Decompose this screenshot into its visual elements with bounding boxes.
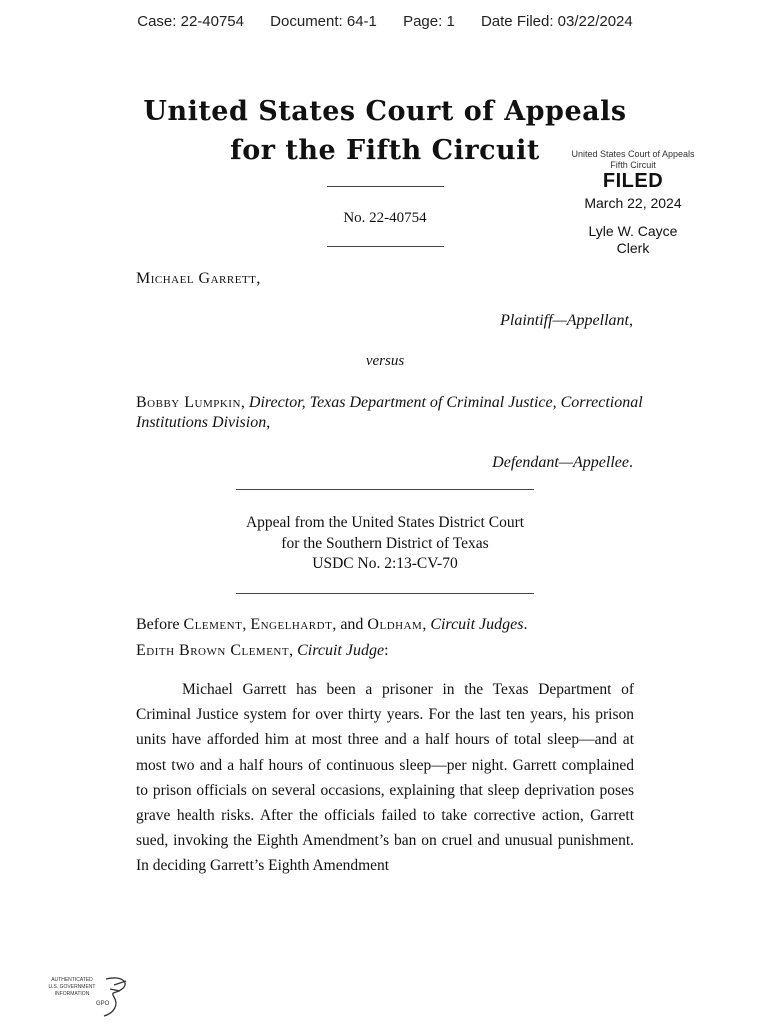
divider — [327, 186, 444, 187]
defendant-role: Defendant—Appellee. — [492, 454, 633, 471]
stamp-date: March 22, 2024 — [584, 195, 682, 211]
gpo-authentication-seal — [44, 975, 134, 1019]
panel-line: Before Clement, Engelhardt, and Oldham, Circuit Judges. — [136, 616, 528, 633]
court-title: United States Court of Appeals — [143, 96, 627, 127]
judge-name: Oldham — [367, 616, 423, 633]
judge-name: Clement — [183, 616, 243, 633]
divider — [327, 246, 444, 247]
page-header — [0, 13, 770, 30]
stamp-clerk-title: Clerk — [616, 240, 650, 256]
opinion-paragraph: Michael Garrett has been a prisoner in the Texas Department of Criminal Justice system for over thirty years. For the last ten years, his prison units have afforded him at most three and a half hours of total sleep—and at most two and a half hours of continuous sleep—per night. Garrett complained to prison officials on several occasions, explaining that sleep deprivation poses grave health risks. After the officials failed to take corrective action, Garrett sued, invoking the Eighth Amendment’s ban on cruel and unusual punishment. In deciding Garrett’s Eighth Amendment — [136, 681, 634, 875]
author-line: Edith Brown Clement, Circuit Judge: — [136, 642, 389, 659]
appeal-line3: USDC No. 2:13-CV-70 — [312, 555, 458, 572]
court-subtitle: for the Fifth Circuit — [230, 135, 540, 166]
divider — [236, 489, 534, 490]
seal-text-3: INFORMATION — [54, 991, 90, 997]
eagle-icon — [44, 975, 134, 1019]
versus-label: versus — [365, 353, 405, 369]
author-name: Edith Brown Clement — [136, 642, 290, 659]
opinion-body — [136, 677, 634, 879]
seal-text-2: U.S. GOVERNMENT — [48, 984, 96, 990]
date-filed: Date Filed: 03/22/2024 — [480, 13, 633, 30]
stamp-court-line2: Fifth Circuit — [610, 160, 656, 170]
docket-number: No. 22-40754 — [343, 210, 427, 226]
defendant-name: Bobby Lumpkin — [136, 394, 241, 411]
page-number: Page: 1 — [403, 13, 455, 30]
judge-name: Engelhardt — [250, 616, 333, 633]
seal-text-4: GPO — [96, 1001, 110, 1007]
stamp-court-line1: United States Court of Appeals — [571, 149, 695, 159]
divider — [236, 593, 534, 594]
plaintiff-name: Michael Garrett — [136, 270, 257, 287]
stamp-clerk-name: Lyle W. Cayce — [588, 223, 678, 239]
case-number: Case: 22-40754 — [137, 13, 244, 30]
stamp-filed: FILED — [602, 170, 664, 192]
appeal-caption — [185, 513, 585, 575]
appeal-line1: Appeal from the United States District Court — [245, 514, 525, 531]
defendant: Bobby Lumpkin, Director, Texas Department of Criminal Justice, Correctional Institutions Division, — [136, 394, 643, 431]
seal-text-1: AUTHENTICATED — [51, 977, 93, 983]
plaintiff: Michael Garrett, — [136, 270, 261, 287]
appeal-line2: for the Southern District of Texas — [281, 534, 489, 552]
document-number: Document: 64-1 — [270, 13, 377, 30]
plaintiff-role: Plaintiff—Appellant, — [500, 312, 633, 329]
defendant-title: Director, Texas Department of Criminal Justice, Correctional Institutions Division — [136, 394, 643, 431]
